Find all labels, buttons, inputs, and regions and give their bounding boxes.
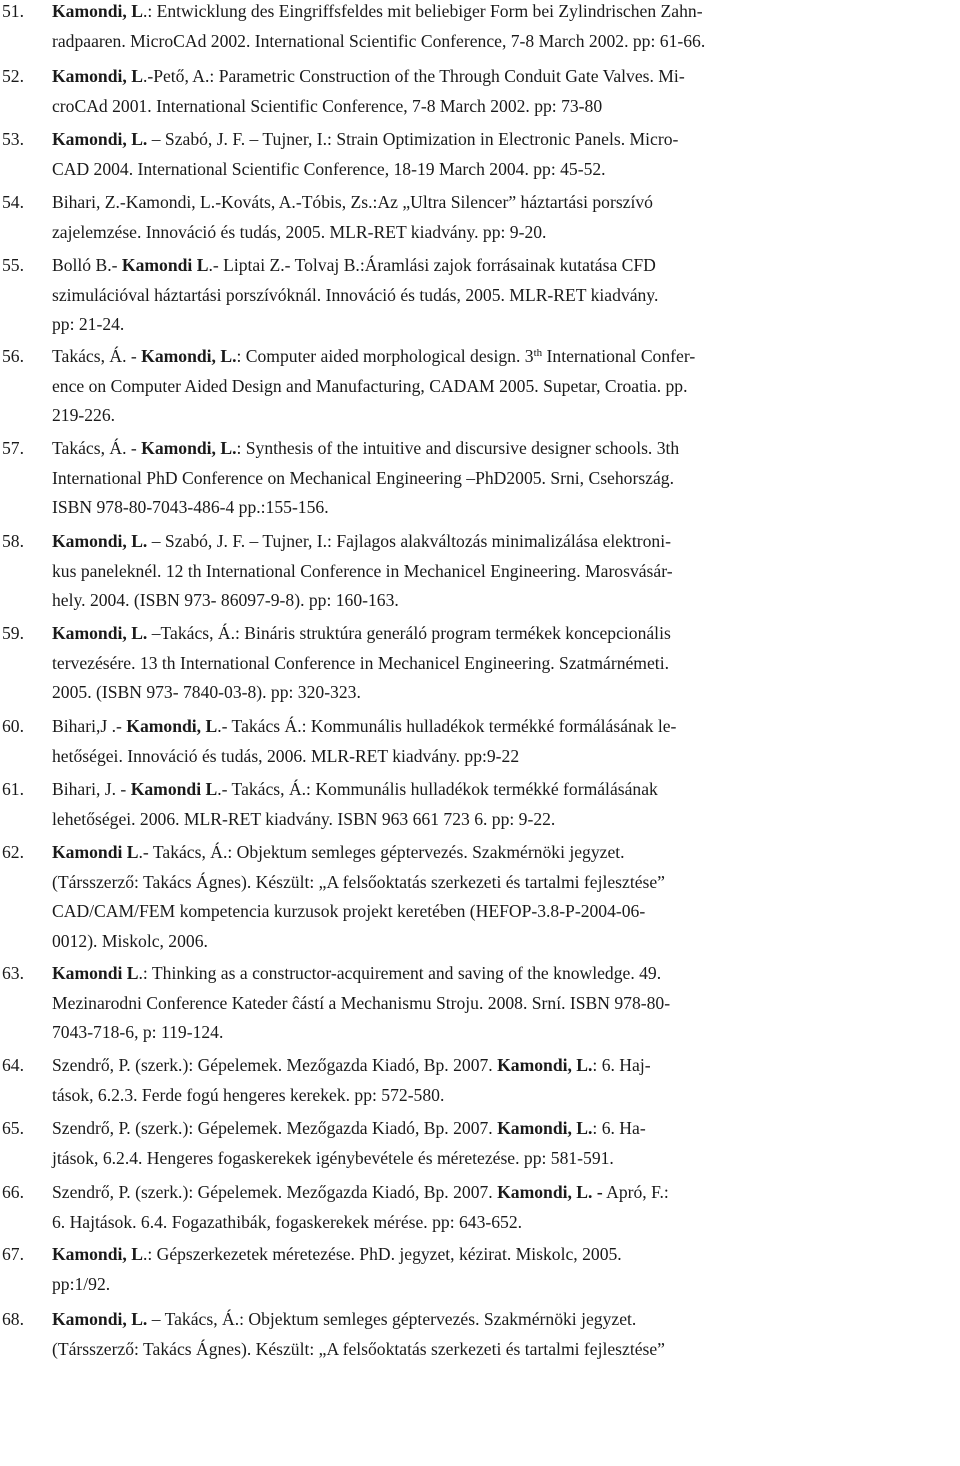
- reference-entry: [2, 125, 956, 184]
- reference-text-run: Bihari, J. -: [52, 779, 131, 799]
- author-name-bold: Kamondi, L: [52, 1, 143, 21]
- reference-text-run: Takács, Á. -: [52, 438, 142, 458]
- reference-entry: [2, 1114, 956, 1173]
- ordinal-superscript: th: [533, 347, 543, 359]
- reference-text-run: – Szabó, J. F. – Tujner, I.: Fajlagos alakváltozás minimalizálása elektroni- kus paneleknél. 12 th International Conference in Mechanicel Engineering. Marosvásár- hely. 2004. (ISBN 973- 86097-9-8). pp: 160-163.: [52, 531, 673, 610]
- reference-text-run: : 6. Haj- tások, 6.2.3. Ferde fogú hengeres kerekek. pp: 572-580.: [52, 1055, 651, 1105]
- author-name-bold: Kamondi L: [130, 779, 218, 799]
- reference-number: 51.: [2, 1, 24, 21]
- reference-text-run: .- Takács, Á.: Kommunális hulladékok termékké formálásának lehetőségei. 2006. MLR-RET kiadvány. ISBN 963 661 723 6. pp: 9-22.: [52, 779, 658, 829]
- reference-text-run: Szendrő, P. (szerk.): Gépelemek. Mezőgazda Kiadó, Bp. 2007.: [52, 1118, 498, 1138]
- reference-number: 59.: [2, 623, 24, 643]
- reference-text: [52, 775, 956, 834]
- author-name-bold: Kamondi, L.: [52, 623, 148, 643]
- reference-entry: [2, 342, 956, 431]
- reference-entry: [2, 251, 956, 340]
- reference-text: [52, 251, 956, 340]
- reference-text-run: Bihari, Z.-Kamondi, L.-Kováts, A.-Tóbis, Zs.:Az „Ultra Silencer” háztartási porszívó zajelemzése. Innováció és tudás, 2005. MLR-RET kiadvány. pp: 9-20.: [52, 192, 653, 242]
- author-name-bold: Kamondi, L.: [52, 1309, 148, 1329]
- reference-entry: [2, 434, 956, 523]
- reference-number: 58.: [2, 531, 24, 551]
- reference-text-run: – Szabó, J. F. – Tujner, I.: Strain Optimization in Electronic Panels. Micro- CAD 2004. International Scientific Conference, 18-19 March 2004. pp: 45-52.: [52, 129, 679, 179]
- reference-entry: [2, 62, 956, 121]
- reference-text-run: .: Thinking as a constructor-acquirement and saving of the knowledge. 49. Mezinarodni Conference Kateder ĉástí a Mechanismu Stroju. 2008. Srní. ISBN 978-80- 7043-718-6, p: 119-124.: [52, 963, 671, 1042]
- reference-text: [52, 1178, 956, 1237]
- reference-text-run: –Takács, Á.: Bináris struktúra generáló program termékek koncepcionális tervezésére. 13 th International Conference in Mechanicel Engineering. Szatmárnémeti. 2005. (ISBN 973- 7840-03-8). pp: 320-323.: [52, 623, 671, 702]
- reference-text: [52, 1051, 956, 1110]
- reference-text: [52, 434, 956, 523]
- reference-entry: [2, 959, 956, 1048]
- author-name-bold: Kamondi, L.: [141, 346, 237, 366]
- reference-text-run: .: Gépszerkezetek méretezése. PhD. jegyzet, kézirat. Miskolc, 2005. pp:1/92.: [52, 1244, 622, 1294]
- reference-text-run: Apró, F.: 6. Hajtások. 6.4. Fogazathibák, fogaskerekek mérése. pp: 643-652.: [52, 1182, 669, 1232]
- reference-number: 64.: [2, 1055, 24, 1075]
- reference-text-run: .- Takács, Á.: Objektum semleges géptervezés. Szakmérnöki jegyzet. (Társszerző: Takács Ágnes). Készült: „A felsőoktatás szerkezeti és tartalmi fejlesztése” CAD/CAM/FEM kompetencia kurzusok projekt keretében (HEFOP-3.8-P-2004-06- 0012). Miskolc, 2006.: [52, 842, 665, 951]
- author-name-bold: Kamondi, L: [126, 716, 218, 736]
- reference-number: 52.: [2, 66, 24, 86]
- reference-text-run: Szendrő, P. (szerk.): Gépelemek. Mezőgazda Kiadó, Bp. 2007.: [52, 1055, 498, 1075]
- reference-text-run: .- Liptai Z.- Tolvaj B.:Áramlási zajok forrásainak kutatása CFD szimulációval háztartási porszívóknál. Innováció és tudás, 2005. MLR-RET kiadvány. pp: 21-24.: [52, 255, 659, 334]
- reference-text: [52, 1240, 956, 1299]
- reference-text: [52, 619, 956, 708]
- reference-entry: [2, 1178, 956, 1237]
- reference-entry: [2, 775, 956, 834]
- reference-text-run: Takács, Á. -: [52, 346, 142, 366]
- reference-text: [52, 62, 956, 121]
- reference-entry: [2, 188, 956, 247]
- reference-text: [52, 1305, 956, 1364]
- reference-text-run: .-Pető, A.: Parametric Construction of the Through Conduit Gate Valves. Mi- croCAd 2001. International Scientific Conference, 7-8 March 2002. pp: 73-80: [52, 66, 685, 116]
- author-name-bold: Kamondi, L: [52, 66, 143, 86]
- author-name-bold: Kamondi, L. -: [497, 1182, 603, 1202]
- reference-entry: [2, 838, 956, 956]
- reference-text-run: International Confer- ence on Computer Aided Design and Manufacturing, CADAM 2005. Supetar, Croatia. pp. 219-226.: [52, 346, 696, 425]
- author-name-bold: Kamondi L: [52, 842, 139, 862]
- reference-number: 56.: [2, 346, 24, 366]
- reference-entry: [2, 1051, 956, 1110]
- reference-text: [52, 125, 956, 184]
- reference-text-run: Bolló B.-: [52, 255, 122, 275]
- reference-number: 57.: [2, 438, 24, 458]
- reference-entry: [2, 0, 956, 56]
- reference-number: 54.: [2, 192, 24, 212]
- author-name-bold: Kamondi, L.: [141, 438, 237, 458]
- reference-text-run: .: Entwicklung des Eingriffsfeldes mit beliebiger Form bei Zylindrischen Zahn- radpaaren. MicroCAd 2002. International Scientific Conference, 7-8 March 2002. pp: 61-66.: [52, 1, 706, 51]
- reference-entry: [2, 527, 956, 616]
- reference-entry: [2, 619, 956, 708]
- reference-text-run: : Computer aided morphological design. 3: [236, 346, 534, 366]
- reference-entry: [2, 712, 956, 771]
- reference-number: 55.: [2, 255, 24, 275]
- author-name-bold: Kamondi, L.: [52, 531, 148, 551]
- reference-text-run: – Takács, Á.: Objektum semleges géptervezés. Szakmérnöki jegyzet. (Társszerző: Takács Ágnes). Készült: „A felsőoktatás szerkezeti és tartalmi fejlesztése”: [52, 1309, 665, 1359]
- author-name-bold: Kamondi, L: [52, 1244, 143, 1264]
- reference-text: [52, 1114, 956, 1173]
- reference-number: 61.: [2, 779, 24, 799]
- reference-text: [52, 188, 956, 247]
- reference-text: [52, 712, 956, 771]
- reference-text: [52, 527, 956, 616]
- reference-number: 68.: [2, 1309, 24, 1329]
- reference-text: [52, 342, 956, 431]
- author-name-bold: Kamondi, L.: [497, 1055, 593, 1075]
- author-name-bold: Kamondi L: [121, 255, 209, 275]
- reference-text: [52, 0, 956, 56]
- reference-text-run: : 6. Ha- jtások, 6.2.4. Hengeres fogaskerekek igénybevétele és méretezése. pp: 581-591.: [52, 1118, 646, 1168]
- reference-text: [52, 838, 956, 956]
- reference-entry: [2, 1305, 956, 1364]
- reference-text-run: .- Takács Á.: Kommunális hulladékok termékké formálásának le- hetőségei. Innováció és tudás, 2006. MLR-RET kiadvány. pp:9-22: [52, 716, 677, 766]
- reference-number: 66.: [2, 1182, 24, 1202]
- reference-text: [52, 959, 956, 1048]
- author-name-bold: Kamondi L: [52, 963, 139, 983]
- reference-number: 63.: [2, 963, 24, 983]
- reference-number: 65.: [2, 1118, 24, 1138]
- reference-number: 60.: [2, 716, 24, 736]
- reference-text-run: Bihari,J .-: [52, 716, 127, 736]
- reference-entry: [2, 1240, 956, 1299]
- author-name-bold: Kamondi, L.: [497, 1118, 593, 1138]
- reference-number: 67.: [2, 1244, 24, 1264]
- author-name-bold: Kamondi, L.: [52, 129, 148, 149]
- reference-number: 53.: [2, 129, 24, 149]
- reference-text-run: : Synthesis of the intuitive and discursive designer schools. 3th International PhD Conference on Mechanical Engineering –PhD2005. Srni, Csehország. ISBN 978-80-7043-486-4 pp.:155-156.: [52, 438, 680, 517]
- reference-text-run: Szendrő, P. (szerk.): Gépelemek. Mezőgazda Kiadó, Bp. 2007.: [52, 1182, 498, 1202]
- reference-number: 62.: [2, 842, 24, 862]
